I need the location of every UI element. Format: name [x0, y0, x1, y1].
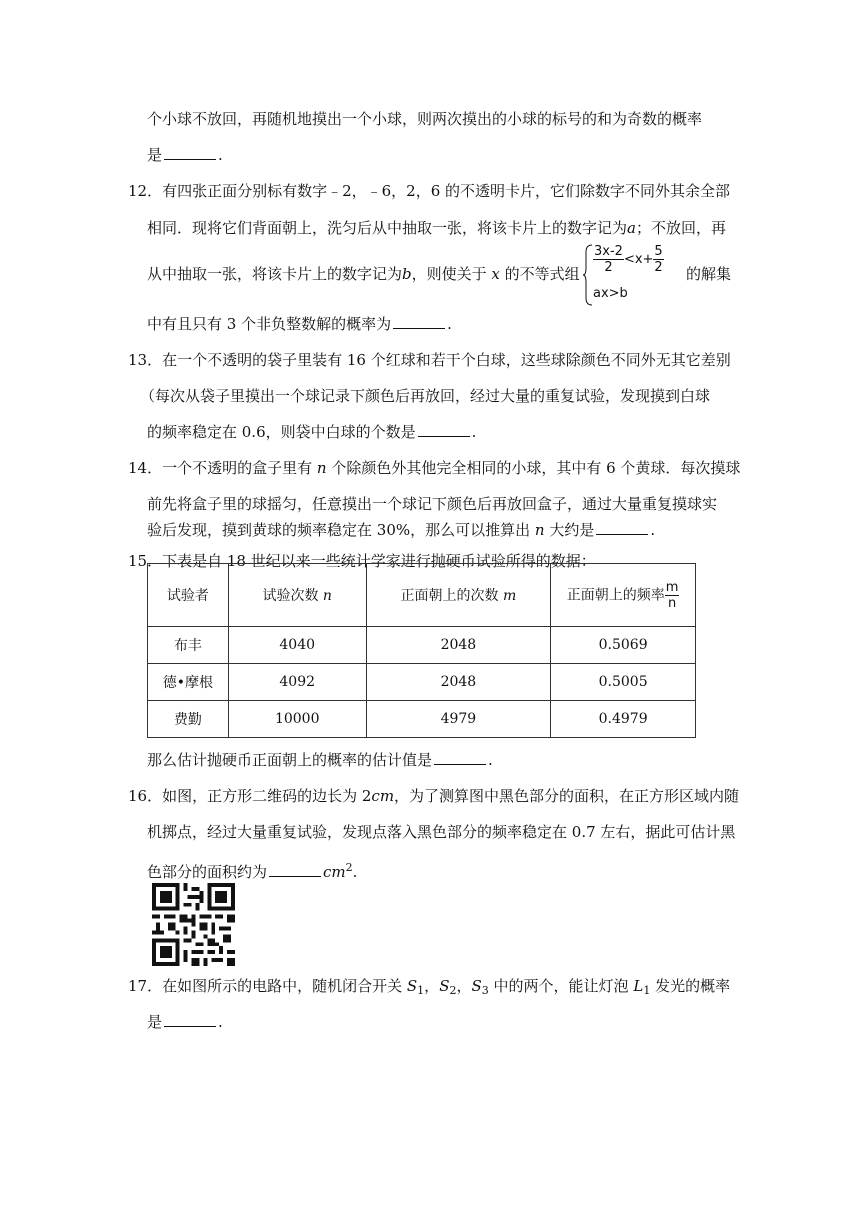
- fraction-m-n: $\frac{m}{n}$: [665, 579, 679, 611]
- cell-heads: 4979: [366, 701, 551, 738]
- header-experimenter: 试验者: [148, 564, 229, 627]
- q12-line-3-tail: 的解集: [686, 265, 732, 283]
- cell-heads: 2048: [366, 664, 551, 701]
- q16-line-2: 机掷点，经过大量重复试验，发现点落入黑色部分的频率稳定在 0.7 左右，据此可估计黑: [147, 823, 736, 841]
- header-trials: 试验次数 n: [228, 564, 366, 627]
- q15-after: 那么估计抛硬币正面朝上的概率的估计值是 .: [147, 751, 493, 769]
- fraction-left: $\frac{3x-2}{2}$: [594, 244, 623, 275]
- cell-name: 德•摩根: [148, 664, 229, 701]
- q12-line-1: 12．有四张正面分别标有数字﹣2，﹣6，2，6 的不透明卡片，它们除数字不同外其余全部: [128, 182, 731, 200]
- q16-line-3: 色部分的面积约为 $cm^2$.: [147, 861, 358, 881]
- cell-frequency: 0.5005: [551, 664, 696, 701]
- q14-line-3: 验后发现，摸到黄球的频率稳定在 30%，那么可以推算出 n 大约是 .: [147, 521, 656, 539]
- brace-icon: [583, 244, 593, 306]
- answer-blank[interactable]: [418, 422, 470, 437]
- q17-line-2: 是 .: [147, 1013, 223, 1031]
- answer-blank[interactable]: [269, 862, 321, 877]
- cell-trials: 4092: [228, 664, 366, 701]
- q14-line-1: 14．一个不透明的盒子里有 n 个除颜色外其他完全相同的小球，其中有 6 个黄球．每次摸球: [128, 459, 741, 477]
- cell-heads: 2048: [366, 627, 551, 664]
- q14-line-2: 前先将盒子里的球摇匀，任意摸出一个球记下颜色后再放回盒子，通过大量重复摸球实: [147, 495, 718, 513]
- question-number: 12．: [128, 182, 163, 200]
- table-row: [148, 627, 696, 664]
- q13-line-1: 13．在一个不透明的袋子里装有 16 个红球和若干个白球，这些球除颜色不同外无其它差别: [128, 351, 731, 369]
- q11-line-2: 是 .: [147, 146, 223, 164]
- q11-line-1: 个小球不放回，再随机地摸出一个小球，则两次摸出的小球的标号的和为奇数的概率: [147, 110, 703, 128]
- inequality-system: $\frac{3x-2}{2}$ <x+ $\frac{5}{2}$ ax>b: [583, 244, 685, 306]
- cell-frequency: 0.4979: [551, 701, 696, 738]
- q13-line-3: 的频率稳定在 0.6，则袋中白球的个数是 .: [147, 423, 477, 441]
- header-heads: 正面朝上的次数 m: [366, 564, 551, 627]
- cell-trials: 10000: [228, 701, 366, 738]
- answer-blank[interactable]: [393, 314, 445, 329]
- q13-line-2: （每次从袋子里摸出一个球记录下颜色后再放回，经过大量的重复试验，发现摸到白球: [140, 387, 711, 405]
- coin-toss-table: [147, 563, 696, 738]
- q15-line-1: 15．下表是自 18 世纪以来一些统计学家进行抛硬币试验所得的数据：: [128, 552, 596, 570]
- q16-line-1: 16．如图，正方形二维码的边长为 2cm，为了测算图中黑色部分的面积，在正方形区域内随: [128, 787, 740, 805]
- q12-line-4: 中有且只有 3 个非负整数解的概率为 .: [147, 315, 452, 333]
- cell-trials: 4040: [228, 627, 366, 664]
- question-number: 17．: [128, 977, 163, 995]
- fraction-right: $\frac{5}{2}$: [654, 244, 663, 275]
- answer-blank[interactable]: [164, 1012, 216, 1027]
- q12-line-3: 从中抽取一张，将该卡片上的数字记为b，则使关于 x 的不等式组: [147, 265, 580, 283]
- answer-blank[interactable]: [164, 145, 216, 160]
- cell-name: 费勤: [148, 701, 229, 738]
- q12-line-2: 相同．现将它们背面朝上，洗匀后从中抽取一张，将该卡片上的数字记为a；不放回，再: [147, 219, 726, 237]
- question-number: 16．: [128, 787, 163, 805]
- cell-name: 布丰: [148, 627, 229, 664]
- answer-blank[interactable]: [434, 750, 486, 765]
- qr-code-icon: [152, 883, 235, 966]
- table-row: [148, 664, 696, 701]
- table-header-row: [148, 564, 696, 627]
- table-row: [148, 701, 696, 738]
- answer-blank[interactable]: [596, 520, 648, 535]
- q17-line-1: 17．在如图所示的电路中，随机闭合开关 $S_1$，$S_2$，$S_3$ 中的两个，能让灯泡 $L_1$ 发光的概率: [128, 977, 731, 997]
- inequality-2: ax>b: [593, 286, 628, 301]
- question-number: 13．: [128, 351, 163, 369]
- question-number: 14．: [128, 459, 163, 477]
- question-number: 15．: [128, 552, 163, 570]
- cell-frequency: 0.5069: [551, 627, 696, 664]
- header-frequency: 正面朝上的频率 $\frac{m}{n}$: [551, 564, 696, 627]
